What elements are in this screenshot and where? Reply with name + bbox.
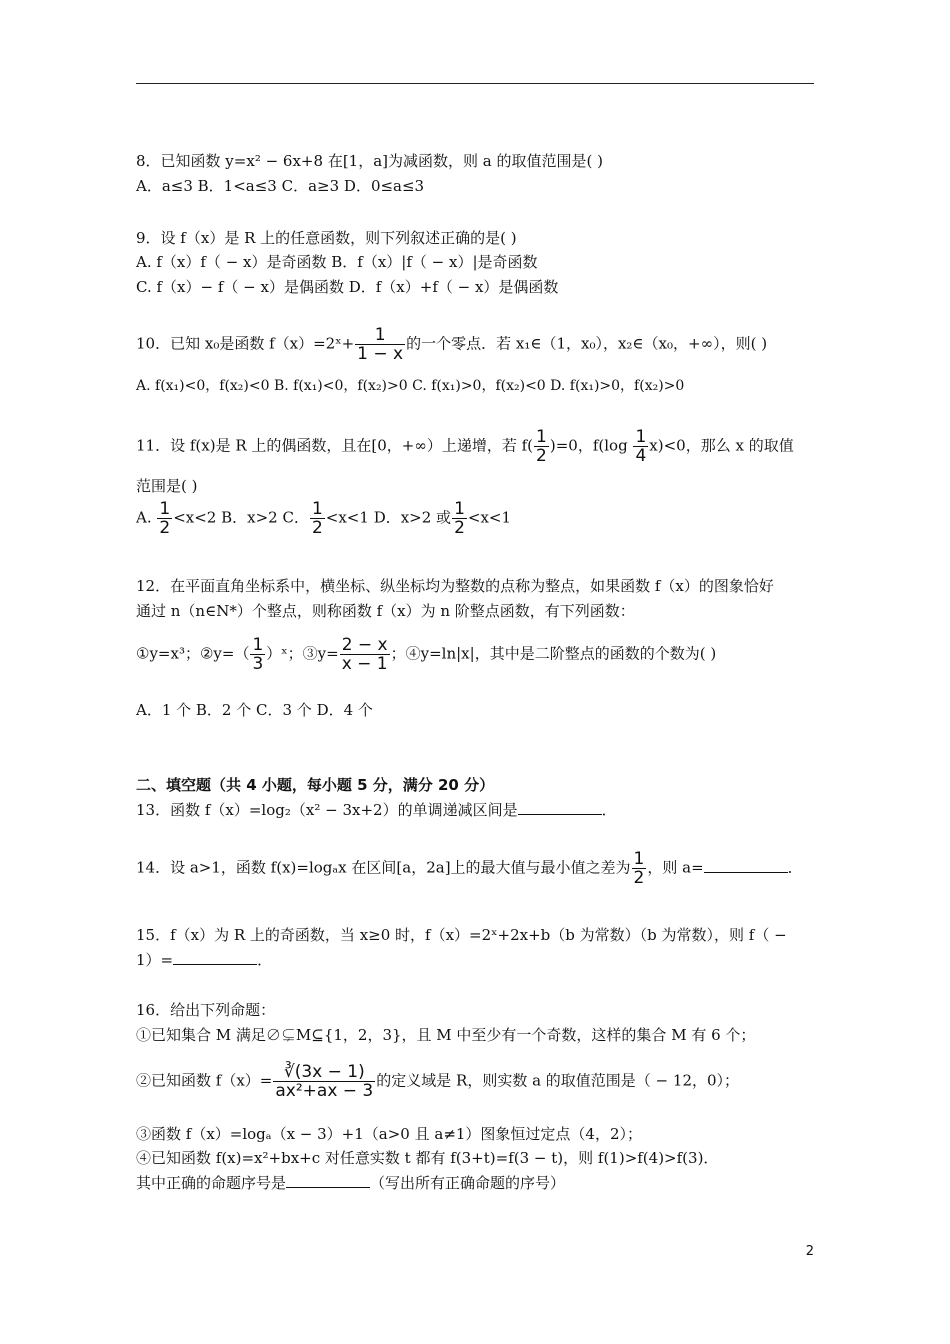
q11-quarter-numerator: 1 bbox=[635, 427, 647, 447]
q12-functions-part1: ①y=x³；②y=（ bbox=[136, 644, 250, 663]
q12-stem-line2: 通过 n（n∈N*）个整点，则称函数 f（x）为 n 阶整点函数，有下列函数： bbox=[136, 602, 635, 620]
q11-option-d-rest: <x<1 bbox=[467, 508, 512, 527]
q10-fraction bbox=[355, 326, 405, 363]
q14-answer-blank[interactable] bbox=[704, 858, 788, 873]
q16-ask-post: （写出所有正确命题的序号） bbox=[370, 1174, 566, 1192]
q15-ask: 1）= bbox=[136, 951, 174, 969]
q14-denominator: 2 bbox=[633, 868, 645, 888]
q12-functions bbox=[136, 636, 716, 673]
q15-end: ． bbox=[257, 951, 273, 969]
q11-option-a-rest: <x<2 B．x>2 C． bbox=[173, 508, 309, 527]
q13 bbox=[136, 800, 617, 820]
q11-a-denominator: 2 bbox=[159, 518, 171, 538]
q11-options bbox=[136, 500, 511, 537]
q10-stem bbox=[136, 326, 767, 363]
q16-item2-fraction bbox=[273, 1063, 375, 1100]
q14-stem: 14．设 a>1，函数 f(x)=logₐx 在区间[a，2a]上的最大值与最小值之差为 bbox=[136, 858, 631, 877]
q12-third-denominator: 3 bbox=[252, 654, 264, 674]
q11-fraction-quarter bbox=[633, 428, 648, 465]
q12-rational-numerator: 2 − x bbox=[341, 635, 388, 655]
q10-stem-post: 的一个零点．若 x₁∈（1，x₀），x₂∈（x₀，+∞），则( ) bbox=[406, 334, 768, 353]
q16-item2-denominator: ax²+ax − 3 bbox=[275, 1081, 374, 1101]
q16-item4: ④已知函数 f(x)=x²+bx+c 对任意实数 t 都有 f(3+t)=f(3 − t)，则 f(1)>f(4)>f(3)． bbox=[136, 1149, 719, 1167]
q16-item2 bbox=[136, 1063, 739, 1100]
page-number: 2 bbox=[805, 1244, 814, 1259]
q16-item2-numerator: ∛(3x − 1) bbox=[273, 1063, 375, 1082]
q12-functions-part2: ）ˣ；③y= bbox=[266, 644, 339, 663]
q11-quarter-denominator: 4 bbox=[635, 446, 647, 466]
q16-item2-post: 的定义域是 R，则实数 a 的取值范围是（ − 12，0）； bbox=[376, 1071, 740, 1090]
q12-third-numerator: 1 bbox=[252, 635, 264, 655]
q11-a-numerator: 1 bbox=[159, 499, 171, 519]
q14-end: ． bbox=[787, 858, 803, 877]
q16-ask-pre: 其中正确的命题序号是 bbox=[136, 1174, 287, 1192]
q12-fraction-third bbox=[250, 636, 265, 673]
q8-options: A．a≤3 B．1<a≤3 C．a≥3 D．0≤a≤3 bbox=[136, 177, 425, 195]
q14 bbox=[136, 850, 803, 887]
q9-options-cd: C. f（x）− f（ − x）是偶函数 D．f（x）+f（ − x）是偶函数 bbox=[136, 278, 559, 296]
q16-answer-blank[interactable] bbox=[286, 1173, 370, 1188]
q16-ask bbox=[136, 1173, 565, 1193]
q11-d-numerator: 1 bbox=[454, 499, 465, 519]
q16-item3: ③函数 f（x）=logₐ（x − 3）+1（a>0 且 a≠1）图象恒过定点（4，2）； bbox=[136, 1125, 643, 1143]
q11-c-numerator: 1 bbox=[311, 499, 323, 519]
q16-item1: ①已知集合 M 满足∅⊊M⊆{1，2，3}，且 M 中至少有一个奇数，这样的集合 M 有 6 个； bbox=[136, 1026, 756, 1044]
q11-half-numerator: 1 bbox=[536, 427, 547, 447]
q12-fraction-rational bbox=[340, 636, 390, 673]
q11-option-c-fraction bbox=[310, 500, 325, 537]
q11-stem-line2: 范围是( ) bbox=[136, 477, 198, 495]
q12-stem-line1: 12．在平面直角坐标系中，横坐标、纵坐标均为整数的点称为整点，如果函数 f（x）的图象恰好 bbox=[136, 577, 774, 595]
header-rule bbox=[136, 83, 814, 84]
q14-fraction bbox=[632, 850, 647, 887]
q11-fraction-half bbox=[534, 428, 549, 465]
q8-stem: 8．已知函数 y=x² − 6x+8 在[1，a]为减函数，则 a 的取值范围是( ) bbox=[136, 152, 603, 170]
q11-option-d-fraction bbox=[452, 500, 467, 537]
q16-item2-pre: ②已知函数 f（x）= bbox=[136, 1071, 273, 1090]
q11-stem-post: x)<0，那么 x 的取值 bbox=[649, 436, 794, 455]
q10-fraction-numerator: 1 bbox=[355, 326, 405, 345]
q12-rational-denominator: x − 1 bbox=[341, 654, 388, 674]
q14-numerator: 1 bbox=[633, 849, 645, 869]
q11-option-a-fraction bbox=[157, 500, 172, 537]
q13-stem: 13．函数 f（x）=log₂（x² − 3x+2）的单调递减区间是 bbox=[136, 801, 518, 819]
q9-stem: 9．设 f（x）是 R 上的任意函数，则下列叙述正确的是( ) bbox=[136, 229, 517, 247]
q10-options: A. f(x₁)<0，f(x₂)<0 B. f(x₁)<0，f(x₂)>0 C. f(x₁)>0，f(x₂)<0 D. f(x₁)>0，f(x₂)>0 bbox=[136, 378, 685, 394]
q11-stem-pre: 11．设 f(x)是 R 上的偶函数，且在[0，+∞）上递增，若 f( bbox=[136, 436, 534, 455]
section-2-title: 二、填空题（共 4 小题，每小题 5 分，满分 20 分） bbox=[136, 776, 495, 794]
q11-option-c-rest: <x<1 D．x>2 或 bbox=[325, 508, 452, 527]
q12-options: A．1 个 B．2 个 C．3 个 D．4 个 bbox=[136, 701, 373, 719]
q13-end: ． bbox=[601, 801, 617, 819]
q11-d-denominator: 2 bbox=[454, 518, 465, 538]
q11-half-denominator: 2 bbox=[536, 446, 547, 466]
q15-line2 bbox=[136, 950, 272, 970]
q11-stem bbox=[136, 428, 794, 465]
q13-answer-blank[interactable] bbox=[518, 800, 602, 815]
q12-functions-part3: ；④y=ln|x|，其中是二阶整点的函数的个数为( ) bbox=[390, 644, 717, 663]
q11-stem-mid: )=0，f(log bbox=[549, 436, 633, 455]
q9-options-ab: A. f（x）f（ − x）是奇函数 B．f（x）|f（ − x）|是奇函数 bbox=[136, 253, 538, 271]
q10-stem-pre: 10．已知 x₀是函数 f（x）=2ˣ+ bbox=[136, 334, 355, 353]
q15-line1: 15．f（x）为 R 上的奇函数，当 x≥0 时，f（x）=2ˣ+2x+b（b 为常数）（b 为常数），则 f（ − bbox=[136, 926, 787, 944]
q11-option-a-label: A. bbox=[136, 508, 157, 527]
q16-stem: 16．给出下列命题： bbox=[136, 1001, 276, 1019]
q10-fraction-denominator: 1 − x bbox=[357, 344, 404, 364]
q14-ask: ，则 a= bbox=[647, 858, 704, 877]
q15-answer-blank[interactable] bbox=[173, 950, 257, 965]
q11-c-denominator: 2 bbox=[311, 518, 323, 538]
